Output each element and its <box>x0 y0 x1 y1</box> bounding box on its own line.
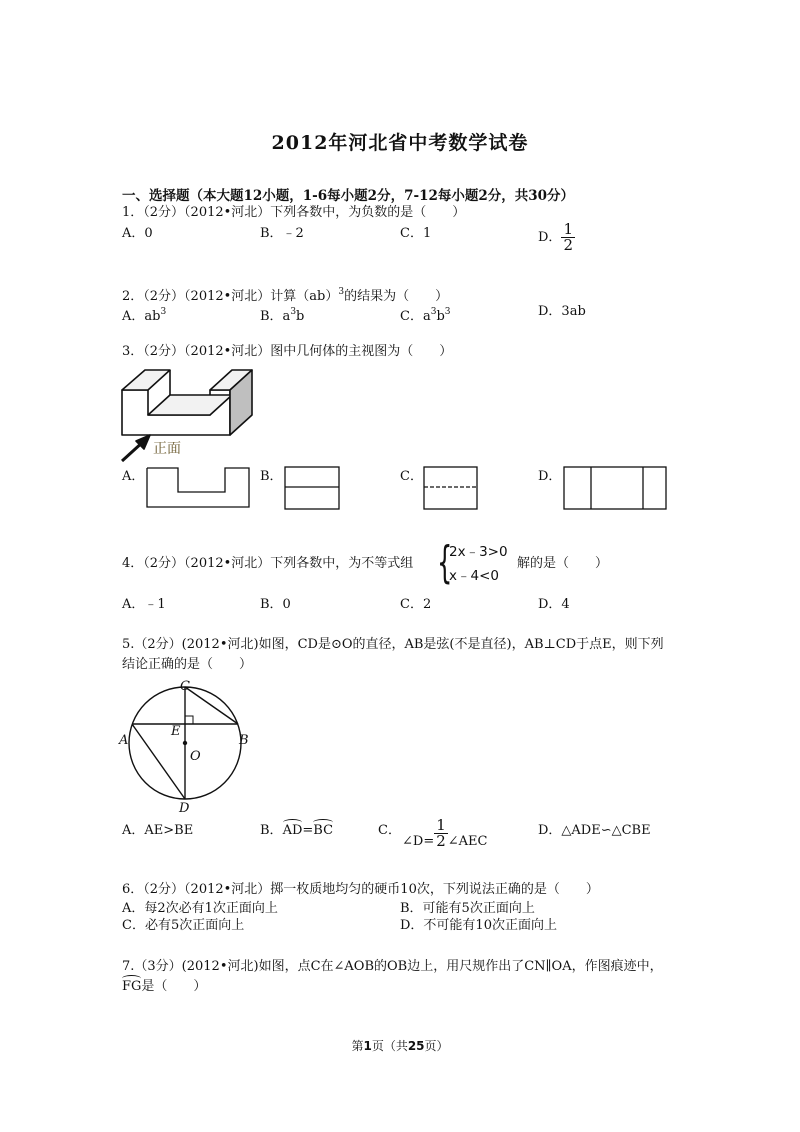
right-angle-mark <box>185 716 193 724</box>
footer-text: 页） <box>424 1039 449 1053</box>
total-page-count: 25 <box>407 1039 425 1053</box>
question-4-stem-start: 4．（2分）（2012•河北）下列各数中，为不等式组 <box>122 556 414 571</box>
point-label-c: C <box>180 679 190 694</box>
question-1-option-d <box>538 222 575 253</box>
question-3-option-a: A． <box>122 469 145 484</box>
question-5-option-c <box>402 818 487 850</box>
fraction-denominator: 2 <box>436 832 446 850</box>
question-7-stem-line-1: 7.（3分）(2012•河北)如图，点C在∠AOB的OB边上，用尺规作出了CN∥OA，作图痕迹中， <box>122 959 663 974</box>
option-d-figure <box>562 465 672 513</box>
angle-text: ∠D= <box>402 834 435 849</box>
footer-text: 第 <box>351 1039 364 1053</box>
question-1-option-b: B．﹣2 <box>260 226 304 241</box>
fraction-numerator: 1 <box>436 816 446 834</box>
equals-sign: = <box>302 823 314 838</box>
stem-text: 是（ ） <box>141 979 207 994</box>
option-text: b <box>296 309 305 324</box>
question-2-option-b <box>260 304 304 325</box>
question-3-option-d: D． <box>538 469 562 484</box>
question-4-option-a: A．﹣1 <box>122 597 166 612</box>
rectangle-outline <box>285 467 339 509</box>
option-text: B．a <box>260 309 291 324</box>
rectangle-outline <box>564 467 666 509</box>
stem-text: 的结果为（ ） <box>344 289 449 304</box>
arc-ad: AD <box>282 823 303 838</box>
option-a-figure <box>145 465 255 510</box>
u-shape-outline <box>147 468 249 507</box>
center-point <box>183 741 187 745</box>
section-heading: 一、选择题（本大题12小题，1-6每小题2分，7-12每小题2分，共30分） <box>122 188 575 204</box>
exponent: 3 <box>430 307 437 317</box>
question-6-option-d: D．不可能有10次正面向上 <box>400 918 557 933</box>
question-3-option-c: C． <box>400 469 423 484</box>
page-footer <box>0 1037 800 1054</box>
question-6-option-b: B．可能有5次正面向上 <box>400 901 535 916</box>
question-6-stem: 6．（2分）（2012•河北）掷一枚质地均匀的硬币10次，下列说法正确的是（ ） <box>122 882 599 897</box>
fraction-denominator: 2 <box>563 236 573 254</box>
exponent: 3 <box>160 307 167 317</box>
question-2-option-d: D．3ab <box>538 304 586 319</box>
exponent: 3 <box>338 287 345 297</box>
option-prefix: B． <box>260 823 283 838</box>
question-5-option-c-prefix: C． <box>378 823 401 838</box>
question-4-option-b: B．0 <box>260 597 291 612</box>
current-page-number: 1 <box>363 1039 372 1053</box>
exponent: 3 <box>290 307 297 317</box>
exponent: 3 <box>444 307 451 317</box>
inequality-1: 2x﹣3>0 <box>449 544 508 560</box>
option-text: b <box>436 309 445 324</box>
question-2-stem <box>122 284 448 305</box>
point-label-b: B <box>239 733 249 748</box>
question-7-stem-line-2 <box>122 979 206 995</box>
fraction <box>561 222 575 253</box>
solid-figure <box>110 365 270 465</box>
option-d-prefix: D． <box>538 230 562 245</box>
front-view-label: 正面 <box>153 441 181 457</box>
question-1-option-a: A．0 <box>122 226 153 241</box>
point-label-e: E <box>171 724 181 739</box>
fraction-numerator: 1 <box>563 220 573 238</box>
question-3-stem: 3．（2分）（2012•河北）图中几何体的主视图为（ ） <box>122 344 453 359</box>
fraction <box>434 818 448 849</box>
question-3-option-b: B． <box>260 469 283 484</box>
arc-fg: FG <box>122 979 142 994</box>
question-5-stem-line-1: 5.（2分）(2012•河北)如图，CD是⊙O的直径，AB是弦(不是直径)，AB⊥CD于点E，则下列 <box>122 637 664 652</box>
question-6-option-a: A．每2次必有1次正面向上 <box>122 901 278 916</box>
option-b-figure <box>283 465 343 513</box>
question-1-option-c: C．1 <box>400 226 432 241</box>
option-text: A．ab <box>122 309 161 324</box>
option-c-figure <box>422 465 482 513</box>
question-5-stem-line-2: 结论正确的是（ ） <box>122 657 253 672</box>
question-1-stem: 1．（2分）（2012•河北）下列各数中，为负数的是（ ） <box>122 205 466 220</box>
page-title: 2012年河北省中考数学试卷 <box>271 132 529 154</box>
arc-bc: BC <box>313 823 334 838</box>
question-5-option-b <box>260 823 333 839</box>
question-2-option-a <box>122 304 166 325</box>
question-2-option-c <box>400 304 451 325</box>
question-5-option-d: D．△ADE∽△CBE <box>538 823 651 838</box>
point-label-o: O <box>190 749 201 764</box>
angle-text: ∠AEC <box>447 834 488 849</box>
question-4-option-d: D．4 <box>538 597 570 612</box>
question-4-stem-end: 解的是（ ） <box>517 556 609 571</box>
brace-icon: { <box>437 537 453 588</box>
left-top-face <box>122 370 170 390</box>
question-4-option-c: C．2 <box>400 597 432 612</box>
inequality-2: x﹣4<0 <box>449 568 499 584</box>
point-label-d: D <box>179 801 190 816</box>
question-5-option-a: A．AE>BE <box>122 823 194 838</box>
footer-text: 页（共 <box>371 1039 408 1053</box>
point-label-a: A <box>119 733 129 748</box>
option-text: C．a <box>400 309 431 324</box>
stem-text: 2．（2分）（2012•河北）计算（ab） <box>122 289 339 304</box>
rectangle-outline <box>424 467 477 509</box>
question-6-option-c: C．必有5次正面向上 <box>122 918 245 933</box>
